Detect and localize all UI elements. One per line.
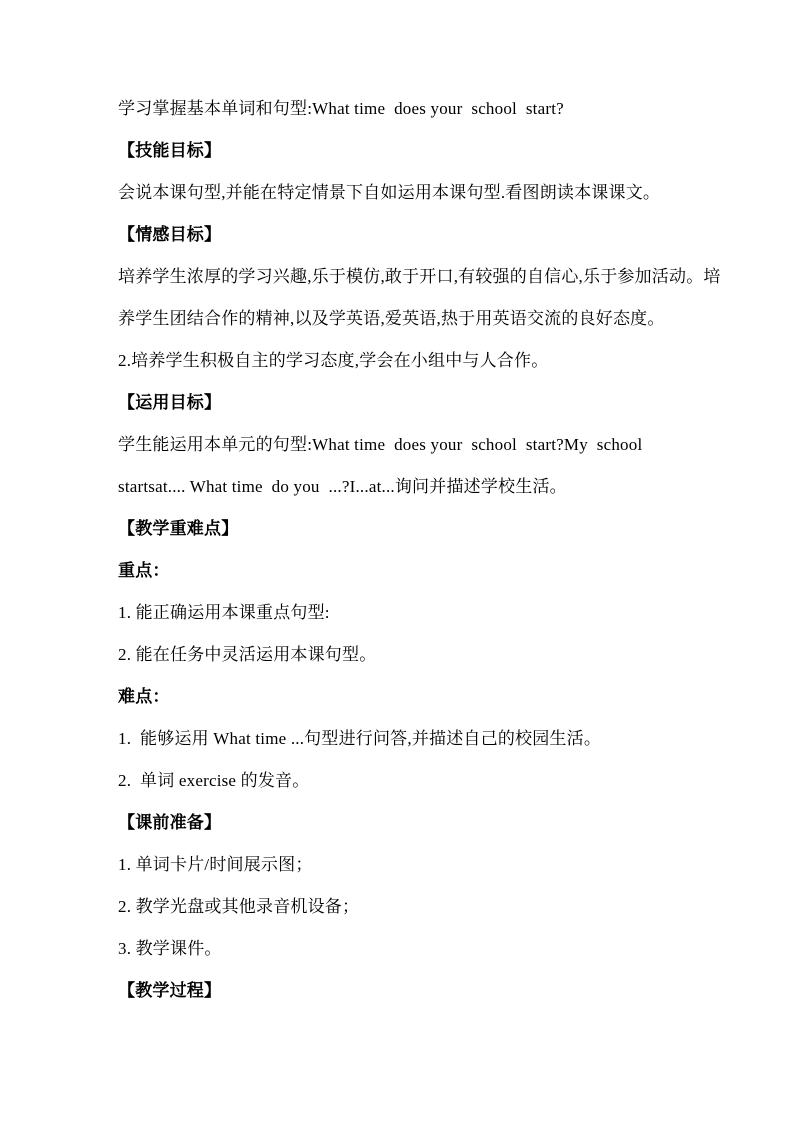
text-line: startsat.... What time do you ...?I...at...询问并描述学校生活。 bbox=[118, 477, 567, 496]
list-item: 2. 单词 exercise 的发音。 bbox=[118, 771, 310, 790]
text-line: 养学生团结合作的精神,以及学英语,爱英语,热于用英语交流的良好态度。 bbox=[118, 309, 665, 328]
list-item: 1. 能够运用 What time ...句型进行问答,并描述自己的校园生活。 bbox=[118, 729, 602, 748]
list-item: 2. 能在任务中灵活运用本课句型。 bbox=[118, 645, 377, 664]
section-heading: 【技能目标】 bbox=[118, 141, 222, 160]
text-line: 2.培养学生积极自主的学习态度,学会在小组中与人合作。 bbox=[118, 351, 549, 370]
list-item: 1. 单词卡片/时间展示图； bbox=[118, 855, 313, 874]
list-item: 2. 教学光盘或其他录音机设备； bbox=[118, 897, 360, 916]
section-heading: 【教学重难点】 bbox=[118, 519, 239, 538]
text-line: 培养学生浓厚的学习兴趣,乐于模仿,敢于开口,有较强的自信心,乐于参加活动。培 bbox=[118, 267, 721, 286]
subsection-heading: 重点： bbox=[118, 561, 170, 580]
section-heading: 【情感目标】 bbox=[118, 225, 222, 244]
text-line: 学习掌握基本单词和句型:What time does your school start? bbox=[118, 99, 564, 118]
list-item: 1. 能正确运用本课重点句型: bbox=[118, 603, 330, 622]
section-heading: 【运用目标】 bbox=[118, 393, 222, 412]
text-line: 会说本课句型,并能在特定情景下自如运用本课句型.看图朗读本课课文。 bbox=[118, 183, 661, 202]
subsection-heading: 难点： bbox=[118, 687, 170, 706]
text-line: 学生能运用本单元的句型:What time does your school start?My school bbox=[118, 435, 643, 454]
section-heading: 【教学过程】 bbox=[118, 981, 222, 1000]
list-item: 3. 教学课件。 bbox=[118, 939, 222, 958]
section-heading: 【课前准备】 bbox=[118, 813, 222, 832]
